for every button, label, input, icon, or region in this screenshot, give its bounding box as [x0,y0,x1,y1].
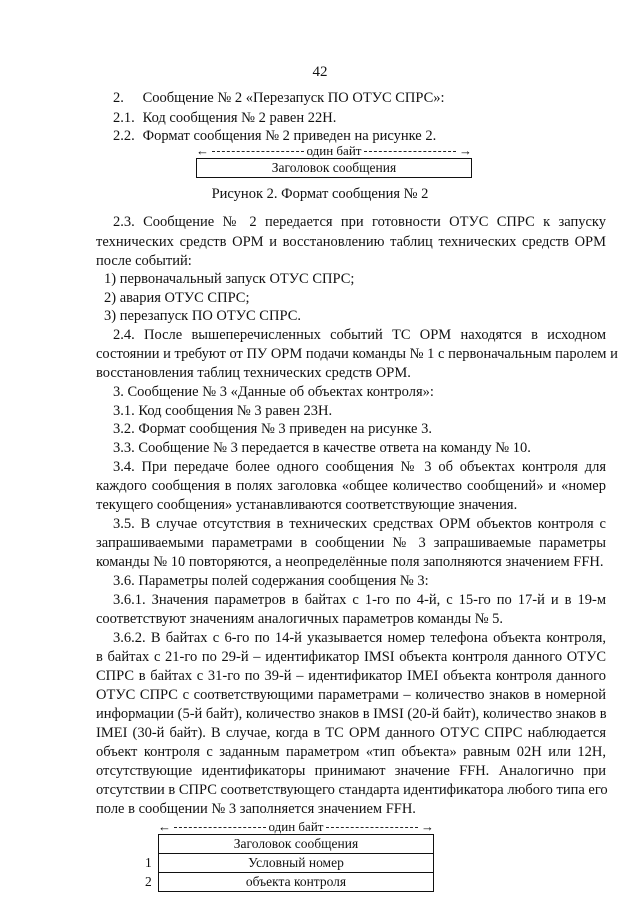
item-text: Формат сообщения № 2 приведен на рисунке 2. [142,128,437,144]
body-line: отсутствующие идентификаторы принимают значение FFH. Аналогично при [96,763,606,779]
item-text: Код сообщения № 2 равен 22H. [142,110,337,126]
body-line: IMEI (30-й байт). В случае, когда в ТС ОРМ данного ОТУС СПРС наблюдается [96,725,606,741]
byte-row [145,854,434,873]
figure-2-caption: Рисунок 2. Формат сообщения № 2 [211,186,429,202]
arrow-right-icon: → [421,819,434,834]
figure-2-diagram [196,144,472,178]
body-line: информации (5-й байт), количество знаков в IMSI (20-й байт), количество знаков в [96,706,607,722]
body-line: 3.4. При передаче более одного сообщения № 3 об объектах контроля для [113,459,606,475]
message-header-field: Заголовок сообщения [196,158,472,178]
body-line: 3.6.2. В байтах с 6-го по 14-й указывается номер телефона объекта контроля, [113,630,606,646]
byte-width-label [196,144,472,158]
byte-label-text: один байт [268,819,324,834]
item-number: 2. [113,90,124,106]
body-line: 3.5. В случае отсутствия в технических средствах ОРМ объектов контроля с [113,516,606,532]
body-line: восстановления таблиц технических средств ОРМ. [96,365,411,381]
body-line: запрашиваемыми параметрами в сообщении № 3 запрашиваемые параметры [96,535,606,551]
body-line: ОТУС СПРС с соответствующими параметрами – количество знаков в номерной [96,687,606,703]
body-line: команды № 10 повторяются, а неопределённые поля заполняются значением FFH. [96,554,604,570]
byte-field-text: Условный номер [248,855,344,870]
list-item: 3) перезапуск ПО ОТУС СПРС. [104,308,301,324]
body-line: 3.6. Параметры полей содержания сообщения № 3: [113,573,429,589]
message-header-field: Заголовок сообщения [158,834,434,854]
page-number: 42 [312,64,328,80]
body-line: объект контроля с заданным параметром «тип объекта» равным 02H или 12H, [96,744,606,760]
body-line: 2.3. Сообщение № 2 передается при готовности ОТУС СПРС к запуску [113,214,606,230]
body-line: 3.6.1. Значения параметров в байтах с 1-го по 4-й, с 15-го по 17-й и в 19-м [113,592,606,608]
body-line: соответствуют значениям аналогичных параметров команды № 5. [96,611,504,627]
body-line: 3.1. Код сообщения № 3 равен 23H. [113,403,333,419]
item-number: 2.1. [113,110,135,126]
body-line: в байтах с 21-го по 29-й – идентификатор IMSI объекта контроля данного ОТУС [96,649,606,665]
section-2-title [113,88,606,108]
section-3-title: 3. Сообщение № 3 «Данные об объектах контроля»: [113,384,434,400]
body-line: технических средств ОРМ и восстановлению таблиц технических средств ОРМ [96,234,606,250]
body-line: 3.2. Формат сообщения № 3 приведен на рисунке 3. [113,421,432,437]
body-line: состоянии и требуют от ПУ ОРМ подачи команды № 1 с первоначальным паролем и [96,346,618,362]
arrow-left-icon: ← [196,143,209,158]
section-2-1 [113,108,606,128]
body-line: 2.4. После вышеперечисленных событий ТС ОРМ находятся в исходном [113,327,606,343]
list-item: 1) первоначальный запуск ОТУС СПРС; [104,271,355,287]
byte-index: 2 [145,874,152,889]
arrow-left-icon: ← [158,819,171,834]
byte-label-text: один байт [306,143,362,158]
byte-index: 1 [145,855,152,870]
byte-width-label [158,820,434,834]
item-number: 2.2. [113,128,135,144]
body-line: отсутствии в СПРС соответствующего стандарта идентификатора любого типа его [96,782,608,798]
byte-row [145,873,434,892]
body-line: СПРС в байтах с 31-го по 39-й – идентификатор IMEI объекта контроля данного [96,668,606,684]
body-line: каждого сообщения в полях заголовка «общее количество сообщений» и «номер [96,478,606,494]
arrow-right-icon: → [459,143,472,158]
figure-3-diagram [145,819,434,892]
body-line: после событий: [96,253,192,269]
item-text: Сообщение № 2 «Перезапуск ПО ОТУС СПРС»: [142,90,445,106]
list-item: 2) авария ОТУС СПРС; [104,290,250,306]
body-line: текущего сообщения» устанавливаются соответствующие значения. [96,497,518,513]
body-line: поле в сообщении № 3 заполняется значением FFH. [96,801,416,817]
byte-field-text: объекта контроля [245,874,347,889]
body-line: 3.3. Сообщение № 3 передается в качестве ответа на команду № 10. [113,440,531,456]
